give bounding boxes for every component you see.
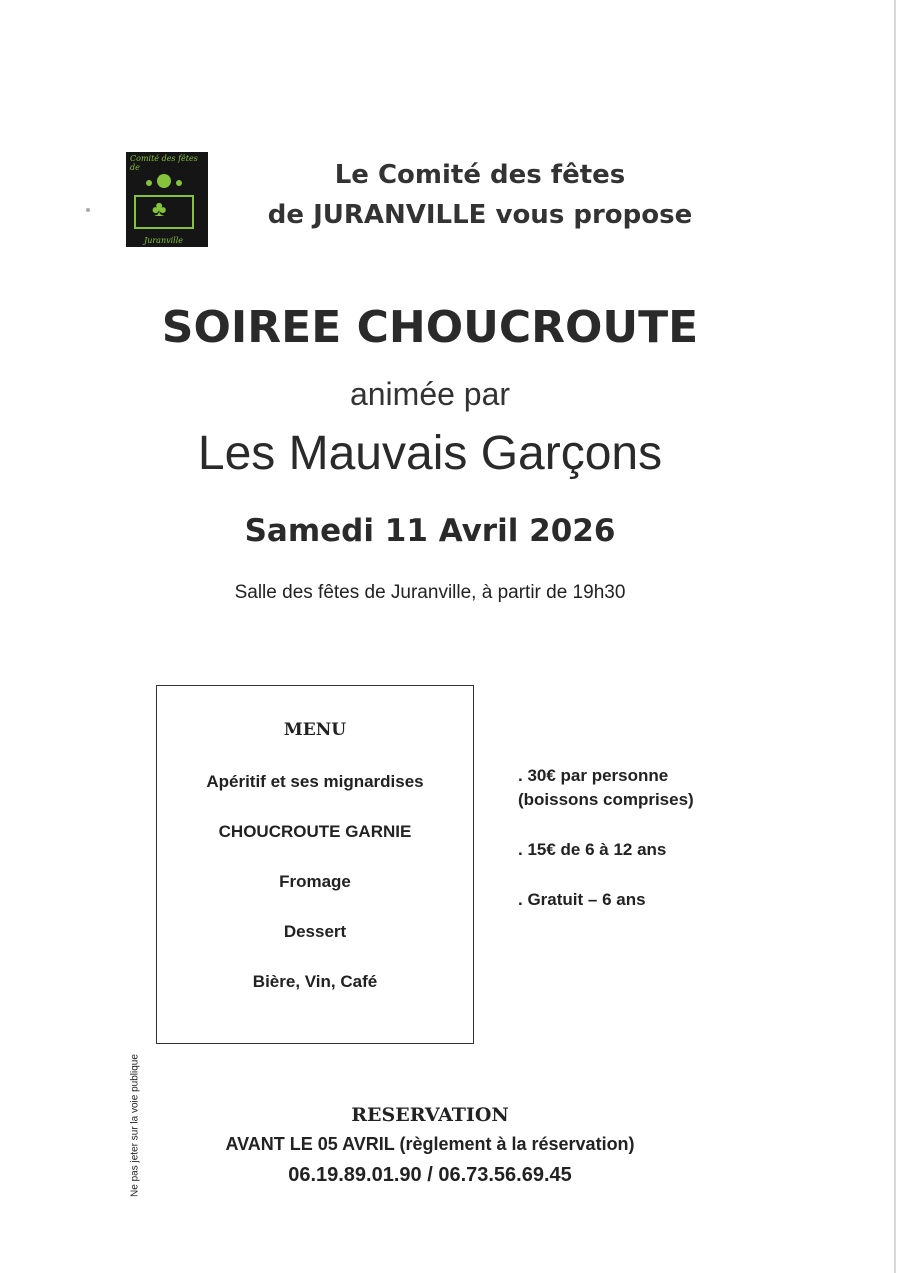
logo	[126, 152, 208, 247]
price-adult	[518, 764, 694, 812]
reservation-title: RESERVATION	[351, 1104, 509, 1126]
page-edge	[894, 0, 896, 1273]
event-title: SOIREE CHOUCROUTE	[161, 302, 699, 353]
menu-item: CHOUCROUTE GARNIE	[218, 822, 412, 841]
side-note: Ne pas jeter sur la voie publique	[129, 1054, 141, 1197]
event-date: Samedi 11 Avril 2026	[244, 513, 616, 549]
club-card-icon: ♣	[152, 196, 167, 221]
menu-item: Apéritif et ses mignardises	[206, 772, 424, 791]
scan-speck	[86, 208, 90, 212]
event-subtitle: animée par	[349, 376, 511, 412]
menu-item: Fromage	[279, 872, 351, 891]
menu-box	[156, 685, 474, 1044]
header-line-1: Le Comité des fêtes	[334, 160, 626, 190]
logo-text-top: Comité des fêtes de	[130, 154, 198, 172]
logo-ornament	[146, 180, 152, 186]
price-free: . Gratuit – 6 ans	[518, 890, 646, 909]
reservation-phones: 06.19.89.01.90 / 06.73.56.69.45	[288, 1164, 572, 1186]
menu-item: Dessert	[283, 922, 347, 941]
menu-item: Bière, Vin, Café	[252, 972, 378, 991]
logo-ornament	[157, 174, 171, 188]
header-line-2: de JURANVILLE vous propose	[267, 200, 693, 230]
event-venue: Salle des fêtes de Juranville, à partir de 19h30	[234, 582, 626, 603]
menu-title: MENU	[283, 720, 347, 740]
price-adult-line2: (boissons comprises)	[518, 790, 694, 809]
logo-ornament	[176, 180, 182, 186]
price-child: . 15€ de 6 à 12 ans	[518, 840, 667, 859]
price-adult-line1: . 30€ par personne	[518, 766, 669, 785]
band-name: Les Mauvais Garçons	[197, 427, 663, 480]
logo-text-bottom: Juranville	[144, 236, 184, 245]
reservation-deadline: AVANT LE 05 AVRIL (règlement à la réservation)	[225, 1134, 635, 1154]
